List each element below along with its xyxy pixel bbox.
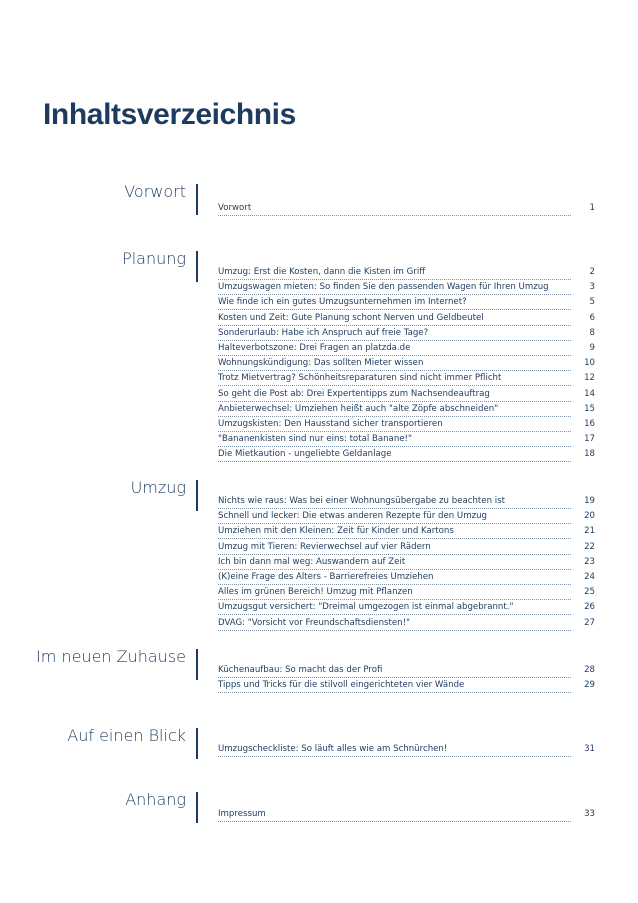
toc-entry[interactable] bbox=[218, 495, 595, 510]
toc-entry-title: Umzug mit Tieren: Revierwechsel auf vier Rädern bbox=[218, 541, 571, 555]
toc-entry-page: 12 bbox=[584, 373, 595, 384]
toc-entry-title: Umzugscheckliste: So läuft alles wie am Schnürchen! bbox=[218, 743, 571, 757]
toc-entry-title: Umzugsgut versichert: "Dreimal umgezogen ist einmal abgebrannt." bbox=[218, 601, 571, 615]
toc-entries bbox=[218, 266, 595, 463]
toc-entry[interactable] bbox=[218, 586, 595, 601]
toc-entries bbox=[218, 495, 595, 632]
toc-entry-title: Wie finde ich ein gutes Umzugsunternehmen im Internet? bbox=[218, 296, 571, 310]
toc-entry-page: 31 bbox=[584, 744, 595, 754]
section-divider bbox=[196, 792, 198, 823]
toc-entry-title: Sonderurlaub: Habe ich Anspruch auf freie Tage? bbox=[218, 327, 571, 341]
toc-entry-title: Kosten und Zeit: Gute Planung schont Nerven und Geldbeutel bbox=[218, 312, 571, 326]
toc-entry-page: 5 bbox=[589, 297, 595, 308]
toc-entry-page: 8 bbox=[589, 327, 595, 338]
toc-entry-page: 18 bbox=[584, 449, 595, 460]
toc-entry-title: Vorwort bbox=[218, 202, 571, 216]
toc-entries bbox=[218, 808, 595, 823]
toc-entry-title: So geht die Post ab: Drei Expertentipps zum Nachsendeauftrag bbox=[218, 388, 571, 402]
toc-entry-page: 15 bbox=[584, 403, 595, 414]
toc-entry-title: Trotz Mietvertrag? Schönheitsreparaturen sind nicht immer Pflicht bbox=[218, 372, 571, 386]
toc-entry[interactable] bbox=[218, 312, 595, 327]
toc-entry-page: 21 bbox=[584, 526, 595, 537]
toc-entry-page: 29 bbox=[584, 680, 595, 691]
page-title: Inhaltsverzeichnis bbox=[43, 98, 296, 131]
section-label: Anhang bbox=[125, 790, 186, 809]
toc-entry[interactable] bbox=[218, 281, 595, 296]
toc-entry[interactable] bbox=[218, 296, 595, 311]
toc-entry-page: 27 bbox=[584, 617, 595, 628]
section-label: Auf einen Blick bbox=[67, 726, 186, 745]
toc-entries bbox=[218, 664, 595, 694]
toc-entry-page: 14 bbox=[584, 388, 595, 399]
toc-entry[interactable] bbox=[218, 601, 595, 616]
toc-entry-title: DVAG: "Vorsicht vor Freundschaftsdiensten!" bbox=[218, 617, 571, 631]
toc-entry-title: Ich bin dann mal weg: Auswandern auf Zeit bbox=[218, 556, 571, 570]
toc-entry[interactable] bbox=[218, 808, 595, 823]
toc-entry[interactable] bbox=[218, 525, 595, 540]
toc-entry-title: Tipps und Tricks für die stilvoll eingerichteten vier Wände bbox=[218, 679, 571, 693]
toc-entries bbox=[218, 202, 595, 217]
toc-entry-title: Schnell und lecker: Die etwas anderen Rezepte für den Umzug bbox=[218, 510, 571, 524]
section-label: Vorwort bbox=[124, 182, 186, 201]
toc-entry-title: Wohnungskündigung: Das sollten Mieter wissen bbox=[218, 357, 571, 371]
toc-entry-page: 10 bbox=[584, 358, 595, 369]
toc-entry-title: "Bananenkisten sind nur eins: total Banane!" bbox=[218, 433, 571, 447]
toc-entry[interactable] bbox=[218, 743, 595, 758]
toc-entry[interactable] bbox=[218, 327, 595, 342]
section-label: Im neuen Zuhause bbox=[36, 647, 186, 666]
section-divider bbox=[196, 728, 198, 759]
toc-entry-page: 3 bbox=[589, 282, 595, 293]
section-label: Planung bbox=[122, 249, 186, 268]
toc-entry[interactable] bbox=[218, 357, 595, 372]
toc-entry-title: Umzug: Erst die Kosten, dann die Kisten im Griff bbox=[218, 266, 571, 280]
toc-entry[interactable] bbox=[218, 266, 595, 281]
toc-entry[interactable] bbox=[218, 510, 595, 525]
toc-entry-page: 24 bbox=[584, 571, 595, 582]
toc-entry[interactable] bbox=[218, 556, 595, 571]
toc-entry[interactable] bbox=[218, 664, 595, 679]
toc-entry[interactable] bbox=[218, 388, 595, 403]
toc-entry-page: 33 bbox=[584, 809, 595, 819]
toc-entry-page: 25 bbox=[584, 587, 595, 598]
toc-entry-title: (K)eine Frage des Alters - Barrierefreies Umziehen bbox=[218, 571, 571, 585]
toc-entry[interactable] bbox=[218, 372, 595, 387]
toc-entry-page: 6 bbox=[589, 312, 595, 323]
toc-entry[interactable] bbox=[218, 433, 595, 448]
toc-entry[interactable] bbox=[218, 448, 595, 463]
toc-entry-page: 23 bbox=[584, 556, 595, 567]
toc-entry-page: 16 bbox=[584, 418, 595, 429]
toc-entry-title: Anbieterwechsel: Umziehen heißt auch "alte Zöpfe abschneiden" bbox=[218, 403, 571, 417]
toc-entry-page: 2 bbox=[589, 267, 595, 277]
toc-entry-page: 20 bbox=[584, 511, 595, 522]
toc-entry-page: 28 bbox=[584, 665, 595, 675]
toc-entry-title: Küchenaufbau: So macht das der Profi bbox=[218, 664, 571, 678]
toc-entry-title: Die Mietkaution - ungeliebte Geldanlage bbox=[218, 448, 571, 462]
toc-entry-title: Impressum bbox=[218, 808, 571, 822]
toc-entry-page: 26 bbox=[584, 602, 595, 613]
toc-entry-title: Nichts wie raus: Was bei einer Wohnungsübergabe zu beachten ist bbox=[218, 495, 571, 509]
section-divider bbox=[196, 480, 198, 511]
toc-entry-title: Umzugswagen mieten: So finden Sie den passenden Wagen für Ihren Umzug bbox=[218, 281, 571, 295]
toc-entry-title: Alles im grünen Bereich! Umzug mit Pflanzen bbox=[218, 586, 571, 600]
toc-entry-page: 17 bbox=[584, 434, 595, 445]
toc-entry[interactable] bbox=[218, 418, 595, 433]
toc-entries bbox=[218, 743, 595, 758]
toc-entry-title: Umzugskisten: Den Hausstand sicher transportieren bbox=[218, 418, 571, 432]
toc-entry[interactable] bbox=[218, 403, 595, 418]
toc-entry-page: 9 bbox=[589, 342, 595, 353]
toc-entry[interactable] bbox=[218, 541, 595, 556]
section-divider bbox=[196, 251, 198, 282]
section-divider bbox=[196, 649, 198, 680]
toc-entry-page: 19 bbox=[584, 496, 595, 506]
toc-entry-page: 22 bbox=[584, 541, 595, 552]
toc-entry-page: 1 bbox=[589, 203, 595, 213]
toc-entry[interactable] bbox=[218, 679, 595, 694]
toc-entry[interactable] bbox=[218, 571, 595, 586]
section-label: Umzug bbox=[130, 478, 186, 497]
toc-entry[interactable] bbox=[218, 617, 595, 632]
section-divider bbox=[196, 184, 198, 215]
toc-entry[interactable] bbox=[218, 202, 595, 217]
toc-entry[interactable] bbox=[218, 342, 595, 357]
toc-entry-title: Umziehen mit den Kleinen: Zeit für Kinder und Kartons bbox=[218, 525, 571, 539]
toc-entry-title: Halteverbotszone: Drei Fragen an platzda.de bbox=[218, 342, 571, 356]
